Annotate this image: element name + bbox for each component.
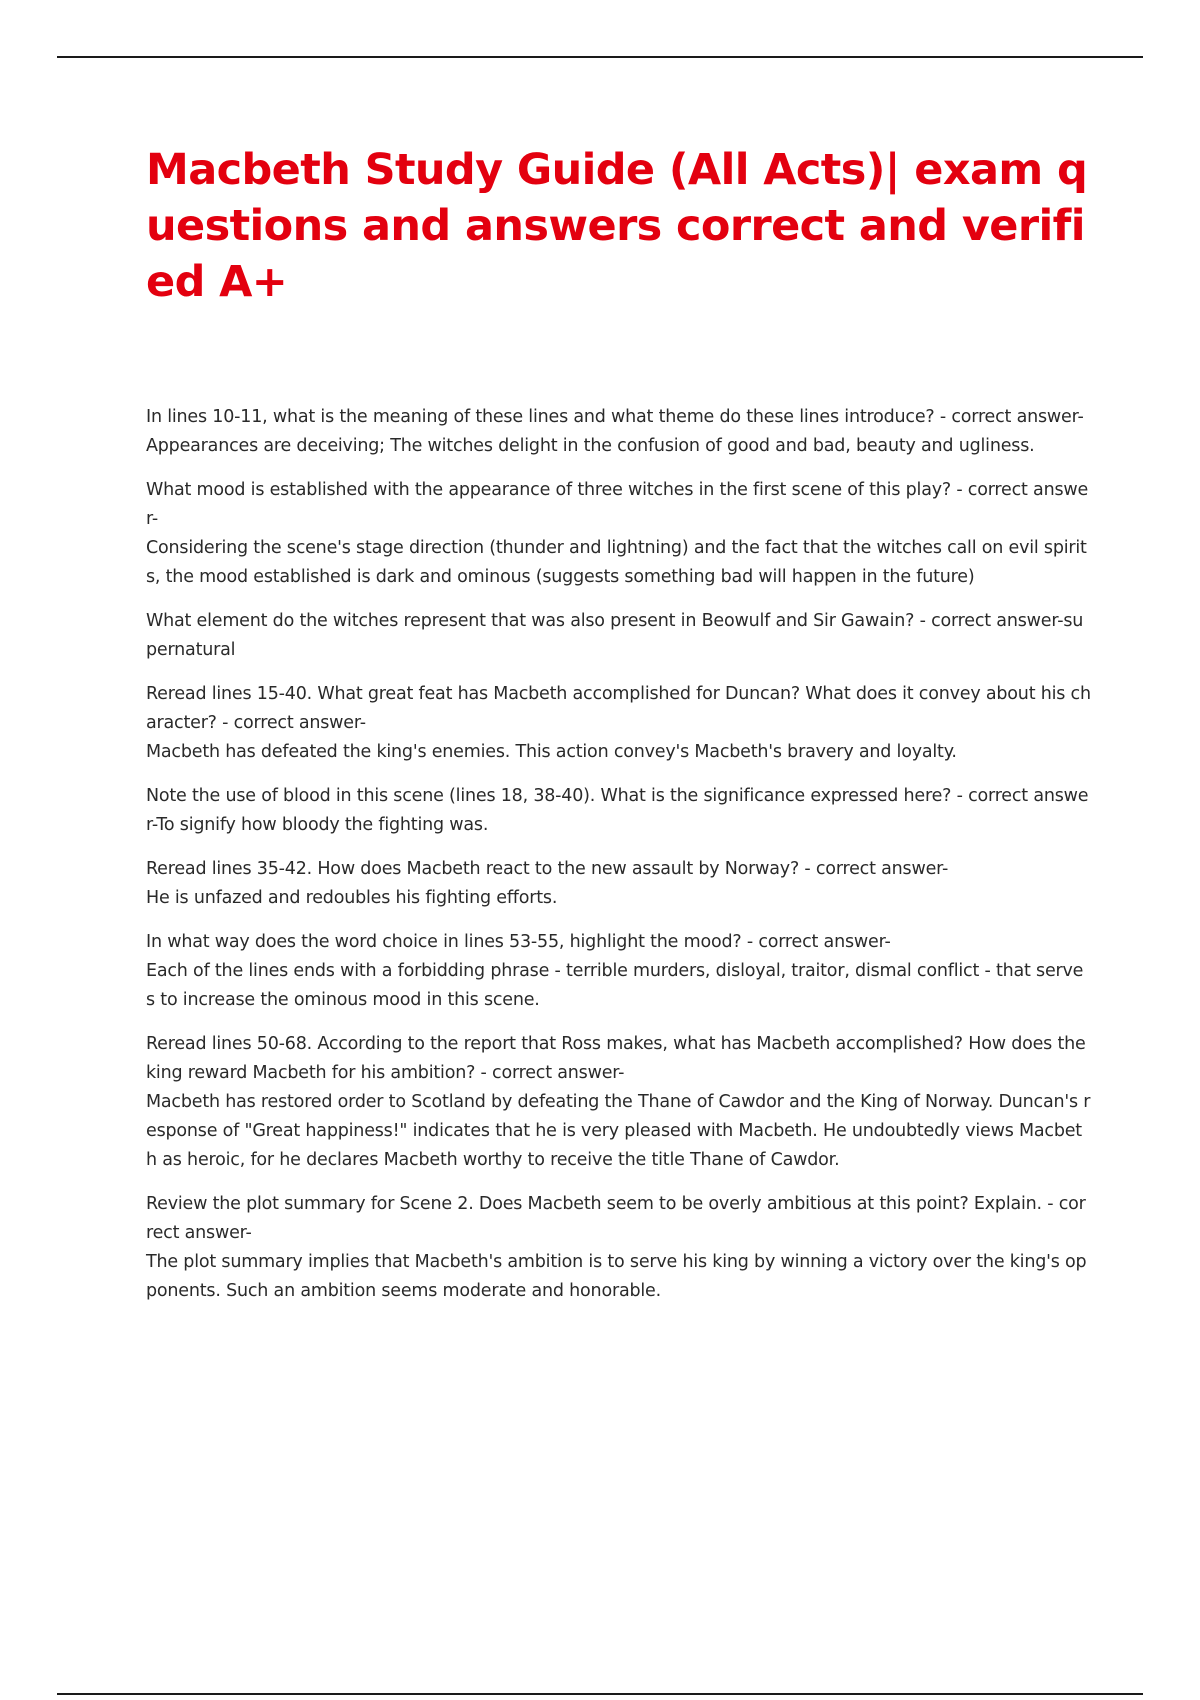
answer-text: Macbeth has defeated the king's enemies. This action convey's Macbeth's bravery and loyalty. bbox=[146, 742, 957, 762]
question-text: In lines 10-11, what is the meaning of these lines and what theme do these lines introduce? - correct answer- bbox=[146, 407, 1084, 427]
qa-item-4 bbox=[146, 680, 1091, 767]
question-text: Review the plot summary for Scene 2. Does Macbeth seem to be overly ambitious at this point? Explain. - correct answer- bbox=[146, 1194, 1086, 1243]
question-text: Reread lines 35-42. How does Macbeth react to the new assault by Norway? - correct answer- bbox=[146, 859, 949, 879]
qa-item-1 bbox=[146, 403, 1091, 461]
answer-text: Macbeth has restored order to Scotland by defeating the Thane of Cawdor and the King of Norway. Duncan's response of "Great happiness!" indicates that he is very pleased with Macbeth. He undoubtedly views Macbeth as heroic, for he declares Macbeth worthy to receive the title Thane of Cawdor. bbox=[146, 1092, 1091, 1170]
qa-item-5 bbox=[146, 782, 1091, 840]
qa-item-7 bbox=[146, 928, 1091, 1015]
qa-list bbox=[146, 403, 1091, 1321]
question-text: Note the use of blood in this scene (lines 18, 38-40). What is the significance expressed here? - correct answer- bbox=[146, 786, 1089, 835]
question-text: What mood is established with the appearance of three witches in the first scene of this play? - correct answer- bbox=[146, 480, 1089, 529]
qa-item-9 bbox=[146, 1190, 1091, 1306]
document-title: Macbeth Study Guide (All Acts)| exam questions and answers correct and verified A+ bbox=[146, 145, 1088, 307]
question-text: Reread lines 50-68. According to the report that Ross makes, what has Macbeth accomplished? How does the king reward Macbeth for his ambition? - correct answer- bbox=[146, 1034, 1086, 1083]
qa-item-3 bbox=[146, 607, 1091, 665]
answer-text: Considering the scene's stage direction (thunder and lightning) and the fact that the witches call on evil spirits, the mood established is dark and ominous (suggests something bad will happen in the future) bbox=[146, 538, 1087, 587]
qa-item-2 bbox=[146, 476, 1091, 592]
bottom-rule bbox=[57, 1693, 1143, 1695]
qa-item-8 bbox=[146, 1030, 1091, 1175]
answer-text: Each of the lines ends with a forbidding phrase - terrible murders, disloyal, traitor, dismal conflict - that serves to increase the ominous mood in this scene. bbox=[146, 961, 1084, 1010]
question-text: Reread lines 15-40. What great feat has Macbeth accomplished for Duncan? What does it convey about his character? - correct answer- bbox=[146, 684, 1091, 733]
answer-text: He is unfazed and redoubles his fighting efforts. bbox=[146, 888, 558, 908]
answer-text: The plot summary implies that Macbeth's ambition is to serve his king by winning a victory over the king's opponents. Such an ambition seems moderate and honorable. bbox=[146, 1252, 1087, 1301]
top-rule bbox=[57, 56, 1143, 58]
answer-text: supernatural bbox=[146, 611, 1084, 660]
qa-item-6 bbox=[146, 855, 1091, 913]
question-text: In what way does the word choice in lines 53-55, highlight the mood? - correct answer- bbox=[146, 932, 891, 952]
answer-text: Appearances are deceiving; The witches delight in the confusion of good and bad, beauty and ugliness. bbox=[146, 436, 1035, 456]
answer-text: To signify how bloody the fighting was. bbox=[156, 815, 489, 835]
question-text: What element do the witches represent that was also present in Beowulf and Sir Gawain? - correct answer- bbox=[146, 611, 1064, 631]
